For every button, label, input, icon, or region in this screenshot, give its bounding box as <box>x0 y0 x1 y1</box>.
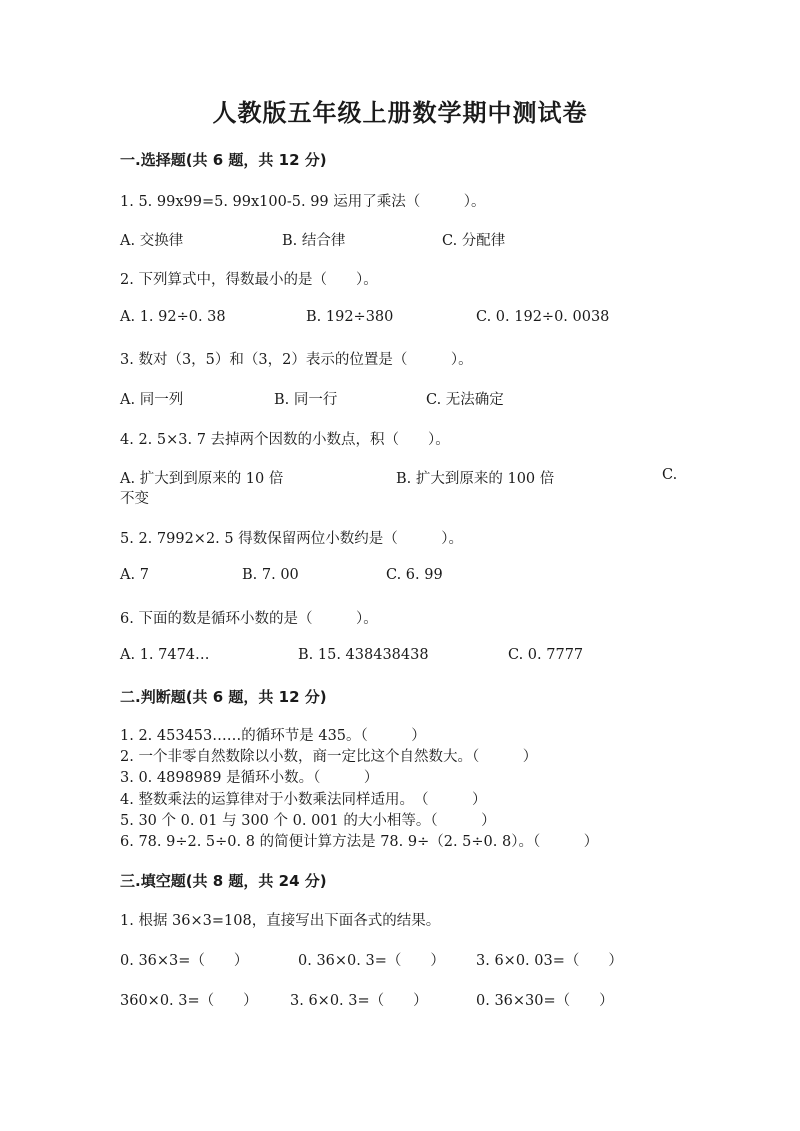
option-c: C. 6. 99 <box>386 567 443 583</box>
question-text: 3. 数对（3，5）和（3，2）表示的位置是（ ）。 <box>120 352 473 368</box>
question-text: 4. 2. 5×3. 7 去掉两个因数的小数点，积（ ）。 <box>120 432 450 448</box>
section-heading-choice: 一.选择题(共 6 题，共 12 分) <box>120 151 327 169</box>
option-b: B. 7. 00 <box>242 567 299 583</box>
option-b: B. 同一行 <box>274 392 338 408</box>
option-a: A. 扩大到到原来的 10 倍 <box>120 471 284 487</box>
fill-expression: 3. 6×0. 03=（ ） <box>476 953 623 969</box>
option-c: C. 0. 192÷0. 0038 <box>476 309 610 325</box>
question-text: 5. 2. 7992×2. 5 得数保留两位小数约是（ ）。 <box>120 531 463 547</box>
option-b: B. 192÷380 <box>306 309 394 325</box>
option-a: A. 1. 7474… <box>120 647 210 663</box>
judge-item: 5. 30 个 0. 01 与 300 个 0. 001 的大小相等。（ ） <box>120 813 496 829</box>
fill-expression: 0. 36×3=（ ） <box>120 953 249 969</box>
option-c-continued: 不变 <box>120 491 149 507</box>
fill-expression: 3. 6×0. 3=（ ） <box>290 993 428 1009</box>
option-a: A. 交换律 <box>120 233 184 249</box>
question-text: 1. 5. 99x99=5. 99x100-5. 99 运用了乘法（ ）。 <box>120 194 486 210</box>
question-text: 2. 下列算式中，得数最小的是（ ）。 <box>120 272 378 288</box>
judge-item: 2. 一个非零自然数除以小数，商一定比这个自然数大。（ ） <box>120 749 538 765</box>
question-text: 6. 下面的数是循环小数的是（ ）。 <box>120 611 378 627</box>
judge-item: 3. 0. 4898989 是循环小数。（ ） <box>120 770 379 786</box>
fill-expression: 0. 36×30=（ ） <box>476 993 614 1009</box>
option-b: B. 15. 438438438 <box>298 647 429 663</box>
section-heading-judge: 二.判断题(共 6 题，共 12 分) <box>120 688 327 706</box>
option-b: B. 结合律 <box>282 233 346 249</box>
option-c: C. 分配律 <box>442 233 506 249</box>
fill-expression: 0. 36×0. 3=（ ） <box>298 953 445 969</box>
section-heading-fill: 三.填空题(共 8 题，共 24 分) <box>120 872 327 890</box>
option-a: A. 7 <box>120 567 149 583</box>
option-b: B. 扩大到原来的 100 倍 <box>396 471 555 487</box>
option-c: C. 无法确定 <box>426 392 504 408</box>
page-title: 人教版五年级上册数学期中测试卷 <box>212 99 588 127</box>
option-a: A. 1. 92÷0. 38 <box>120 309 226 325</box>
option-a: A. 同一列 <box>120 392 184 408</box>
judge-item: 6. 78. 9÷2. 5÷0. 8 的简便计算方法是 78. 9÷（2. 5÷0. 8）。（ ） <box>120 834 599 850</box>
question-text: 1. 根据 36×3=108，直接写出下面各式的结果。 <box>120 913 441 929</box>
judge-item: 4. 整数乘法的运算律对于小数乘法同样适用。 （ ） <box>120 792 487 808</box>
fill-expression: 360×0. 3=（ ） <box>120 993 258 1009</box>
option-c: C. <box>662 467 678 483</box>
option-c: C. 0. 7777 <box>508 647 584 663</box>
judge-item: 1. 2. 453453……的循环节是 435。（ ） <box>120 728 426 744</box>
